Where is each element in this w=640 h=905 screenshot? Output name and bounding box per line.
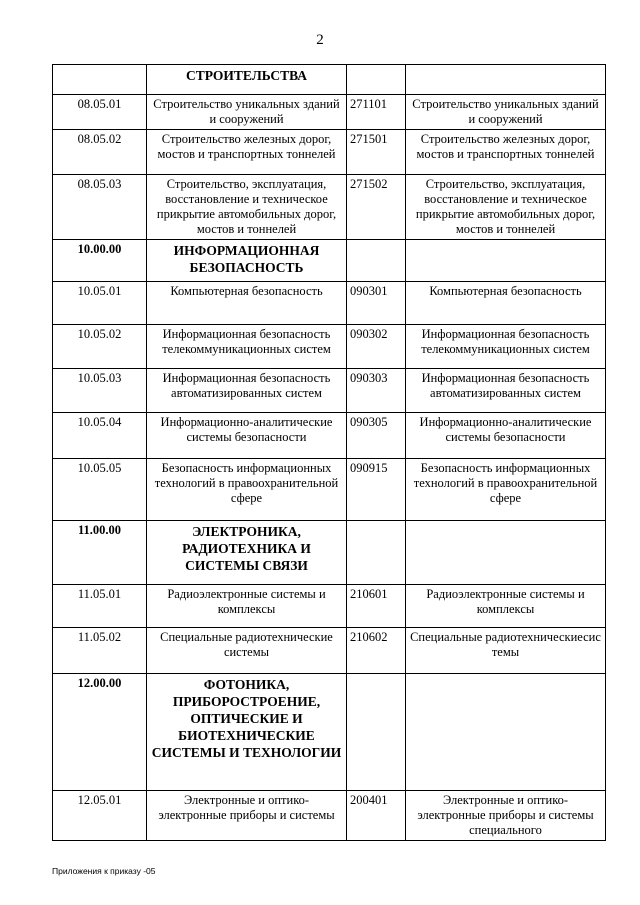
code-cell: 10.05.01 xyxy=(53,282,147,325)
name-cell: Информационная безопасность автоматизированных систем xyxy=(147,369,347,413)
code-cell: 11.05.01 xyxy=(53,585,147,628)
code-cell: 10.05.03 xyxy=(53,369,147,413)
table-row xyxy=(53,459,606,521)
code-cell: 11.00.00 xyxy=(53,521,147,585)
name-cell: Строительство железных дорог, мостов и транспортных тоннелей xyxy=(147,130,347,175)
number-cell: 271502 xyxy=(347,175,406,240)
table-row xyxy=(53,325,606,369)
name-cell: Специальные радиотехнические системы xyxy=(147,628,347,674)
name-cell: ФОТОНИКА, ПРИБОРОСТРОЕНИЕ, ОПТИЧЕСКИЕ И БИОТЕХНИЧЕСКИЕ СИСТЕМЫ И ТЕХНОЛОГИИ xyxy=(147,674,347,791)
old-name-cell: Строительство уникальных зданий и сооружений xyxy=(406,95,606,130)
name-cell: ЭЛЕКТРОНИКА, РАДИОТЕХНИКА И СИСТЕМЫ СВЯЗИ xyxy=(147,521,347,585)
code-cell: 12.00.00 xyxy=(53,674,147,791)
number-cell: 210602 xyxy=(347,628,406,674)
name-cell: Радиоэлектронные системы и комплексы xyxy=(147,585,347,628)
old-name-cell: Безопасность информационных технологий в правоохранительной сфере xyxy=(406,459,606,521)
table-row xyxy=(53,585,606,628)
old-name-cell: Электронные и оптико-электронные приборы и системы специального xyxy=(406,791,606,841)
old-name-cell: Компьютерная безопасность xyxy=(406,282,606,325)
table-row xyxy=(53,282,606,325)
old-name-cell: Радиоэлектронные системы и комплексы xyxy=(406,585,606,628)
table-row xyxy=(53,95,606,130)
code-cell: 10.05.05 xyxy=(53,459,147,521)
old-name-cell: Информационная безопасность телекоммуникационных систем xyxy=(406,325,606,369)
code-cell: 10.00.00 xyxy=(53,240,147,282)
number-cell xyxy=(347,674,406,791)
table-row xyxy=(53,369,606,413)
table-row xyxy=(53,175,606,240)
old-name-cell xyxy=(406,674,606,791)
table-row xyxy=(53,791,606,841)
old-name-cell: Строительство железных дорог, мостов и транспортных тоннелей xyxy=(406,130,606,175)
old-name-cell xyxy=(406,240,606,282)
code-cell: 12.05.01 xyxy=(53,791,147,841)
name-cell: ИНФОРМАЦИОННАЯ БЕЗОПАСНОСТЬ xyxy=(147,240,347,282)
number-cell: 090302 xyxy=(347,325,406,369)
table-row xyxy=(53,413,606,459)
number-cell: 210601 xyxy=(347,585,406,628)
code-cell: 08.05.03 xyxy=(53,175,147,240)
code-cell: 10.05.02 xyxy=(53,325,147,369)
number-cell: 271101 xyxy=(347,95,406,130)
name-cell: Строительство уникальных зданий и сооружений xyxy=(147,95,347,130)
code-cell xyxy=(53,65,147,95)
page-number: 2 xyxy=(316,32,324,48)
number-cell: 090301 xyxy=(347,282,406,325)
number-cell xyxy=(347,240,406,282)
table-row xyxy=(53,628,606,674)
table-row xyxy=(53,674,606,791)
name-cell: Электронные и оптико-электронные приборы и системы xyxy=(147,791,347,841)
name-cell: Безопасность информационных технологий в правоохранительной сфере xyxy=(147,459,347,521)
old-name-cell xyxy=(406,65,606,95)
table-row xyxy=(53,240,606,282)
number-cell xyxy=(347,65,406,95)
number-cell: 090915 xyxy=(347,459,406,521)
number-cell: 090305 xyxy=(347,413,406,459)
number-cell: 271501 xyxy=(347,130,406,175)
number-cell xyxy=(347,521,406,585)
code-cell: 08.05.01 xyxy=(53,95,147,130)
table-row xyxy=(53,65,606,95)
name-cell: Компьютерная безопасность xyxy=(147,282,347,325)
table-row xyxy=(53,521,606,585)
number-cell: 090303 xyxy=(347,369,406,413)
old-name-cell: Строительство, эксплуатация, восстановление и техническое прикрытие автомобильных дорог, мостов и тоннелей xyxy=(406,175,606,240)
name-cell: СТРОИТЕЛЬСТВА xyxy=(147,65,347,95)
name-cell: Строительство, эксплуатация, восстановление и техническое прикрытие автомобильных дорог, мостов и тоннелей xyxy=(147,175,347,240)
name-cell: Информационно-аналитические системы безопасности xyxy=(147,413,347,459)
specialties-table xyxy=(52,64,606,841)
code-cell: 11.05.02 xyxy=(53,628,147,674)
code-cell: 10.05.04 xyxy=(53,413,147,459)
old-name-cell: Информационная безопасность автоматизированных систем xyxy=(406,369,606,413)
old-name-cell xyxy=(406,521,606,585)
number-cell: 200401 xyxy=(347,791,406,841)
name-cell: Информационная безопасность телекоммуникационных систем xyxy=(147,325,347,369)
old-name-cell: Информационно-аналитические системы безопасности xyxy=(406,413,606,459)
code-cell: 08.05.02 xyxy=(53,130,147,175)
table-row xyxy=(53,130,606,175)
old-name-cell: Специальные радиотехническиесис темы xyxy=(406,628,606,674)
footer-note: Приложения к приказу -05 xyxy=(52,866,156,876)
